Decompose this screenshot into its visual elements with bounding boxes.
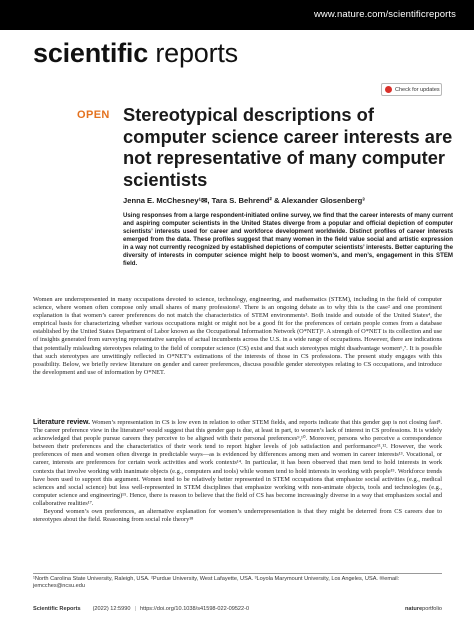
footer-doi-link[interactable]: https://doi.org/10.1038/s41598-022-09522-0 xyxy=(139,606,250,612)
check-for-updates-button[interactable] xyxy=(381,83,442,96)
publisher-name-light: portfolio xyxy=(422,606,442,612)
footer-journal: Scientific Reports xyxy=(33,606,81,612)
top-bar xyxy=(0,0,474,30)
author-affiliations: ¹North Carolina State University, Raleigh, USA. ²Purdue University, West Lafayette, USA. ³Loyola Marymount University, Los Angeles, USA. ✉email: jemcches@ncsu.edu xyxy=(33,576,400,590)
footer-citation: (2022) 12:5990 xyxy=(92,606,131,612)
footnote-divider xyxy=(33,573,442,574)
section-heading: Literature review. xyxy=(33,419,91,426)
publisher-name-bold: nature xyxy=(404,606,423,612)
journal-logo[interactable] xyxy=(33,38,238,69)
journal-name-light: reports xyxy=(148,38,238,68)
literature-review-text-2: Beyond women’s own preferences, an alternative explanation for women’s underrepresentation is that they might be deterred from CS careers due to stereotypes about the field. Reasoning from social role theory¹⁸ xyxy=(33,508,442,524)
article-title: Stereotypical descriptions of computer science career interests are not representative of many computer scientists xyxy=(123,104,453,191)
literature-review-section xyxy=(33,419,442,524)
check-for-updates-label: Check for updates xyxy=(395,86,440,93)
footer-separator: | xyxy=(134,606,136,612)
update-icon xyxy=(385,86,392,93)
journal-url-link[interactable]: www.nature.com/scientificreports xyxy=(313,9,456,20)
literature-review-text: Women’s representation in CS is low even in relation to other STEM fields, and reports indicate that this gender gap is not closing fast⁸. The career preference view in the literature³ would suggest that this gender gap is due, at least in part, to women’s lack of interest in CS professions. It is widely acknowledged that people pursue careers they perceive to be aligned with their personal preferences⁹,¹⁰. Moreover, persons who perceive a correspondence between their preferences and the characteristics of their work tend to report higher levels of job satisfaction and performance¹¹,¹². However, the work preferences of men and women often diverge in predictable ways—as is evidenced by differences among men and women in career interests¹³. Vocational, or career, interests are preferences for certain work activities and work contexts¹⁴. In particular, it has been observed that men tend to hold interests in work contexts that involve working with inanimate objects (e.g., computers and tools) while women tend to hold interests in working with people¹⁵. Workforce trends have been used to support this argument. Women tend to be relatively better represented in STEM occupations that emphasize social activities (e.g., medical sciences and social science) but less well-represented in STEM disciplines that emphasize working with non-animate objects, tools and technologies (e.g., computer science and engineering)¹⁵. Hence, there is reason to believe that the field of CS has become increasingly diverse in a way that emphasizes social and collaborative realities¹⁷. xyxy=(33,419,442,507)
open-access-badge: OPEN xyxy=(77,109,110,121)
journal-name-bold: scientific xyxy=(33,38,149,68)
page-footer xyxy=(33,604,442,614)
author-list: Jenna E. McChesney¹✉, Tara S. Behrend² & Alexander Glosenberg³ xyxy=(123,196,365,205)
abstract: Using responses from a large respondent-initiated online survey, we find that the career interests of many current and aspiring computer scientists in the United States diverge from a popular and official depiction of computer scientists’ interests used for career and workforce development worldwide. Distinct profiles of career interests emerged from the data. These profiles suggest that many women in the field value social and artistic expression in a way not currently recognized by established depictions of computer scientists’ interests. Better capturing the diversity of interests in computer science might help to boost women’s, and men’s, engagement in this STEM field. xyxy=(123,212,453,268)
introduction-paragraph: Women are underrepresented in many occupations devoted to science, technology, engineering, and mathematics (STEM), including in the field of computer science, where women often compose only small shares of many professions¹. There is an ongoing debate as to why this is the case² and one prominent explanation is that women’s career preferences do not match the characteristics of STEM environments³. Both inside and outside of the United States⁴, the empirical basis for characterizing whether various occupations might or might not be a good fit for the preferences of certain people comes from a database established by the United States Department of Labor known as the Occupational Information Network (O*NET)⁵. A strength of O*NET is its collection and use of insights generated from surveying representative samples of actual incumbents across the U.S. in a wide range of occupations. However, there are indications that potentially misleading stereotypes relating to the field of computer science (CS) exist and that such stereotypes might disadvantage women⁶,⁷. It is possible that such stereotypes are unwittingly reflected in O*NET’s estimations of the interests of those in CS professions. The present study engages with this possibility. Below, we briefly review literature on gender and career preferences, discuss possible gender stereotypes relating to CS occupations, and introduce the development and use of information by O*NET. xyxy=(33,296,442,376)
publisher-logo xyxy=(405,606,442,612)
